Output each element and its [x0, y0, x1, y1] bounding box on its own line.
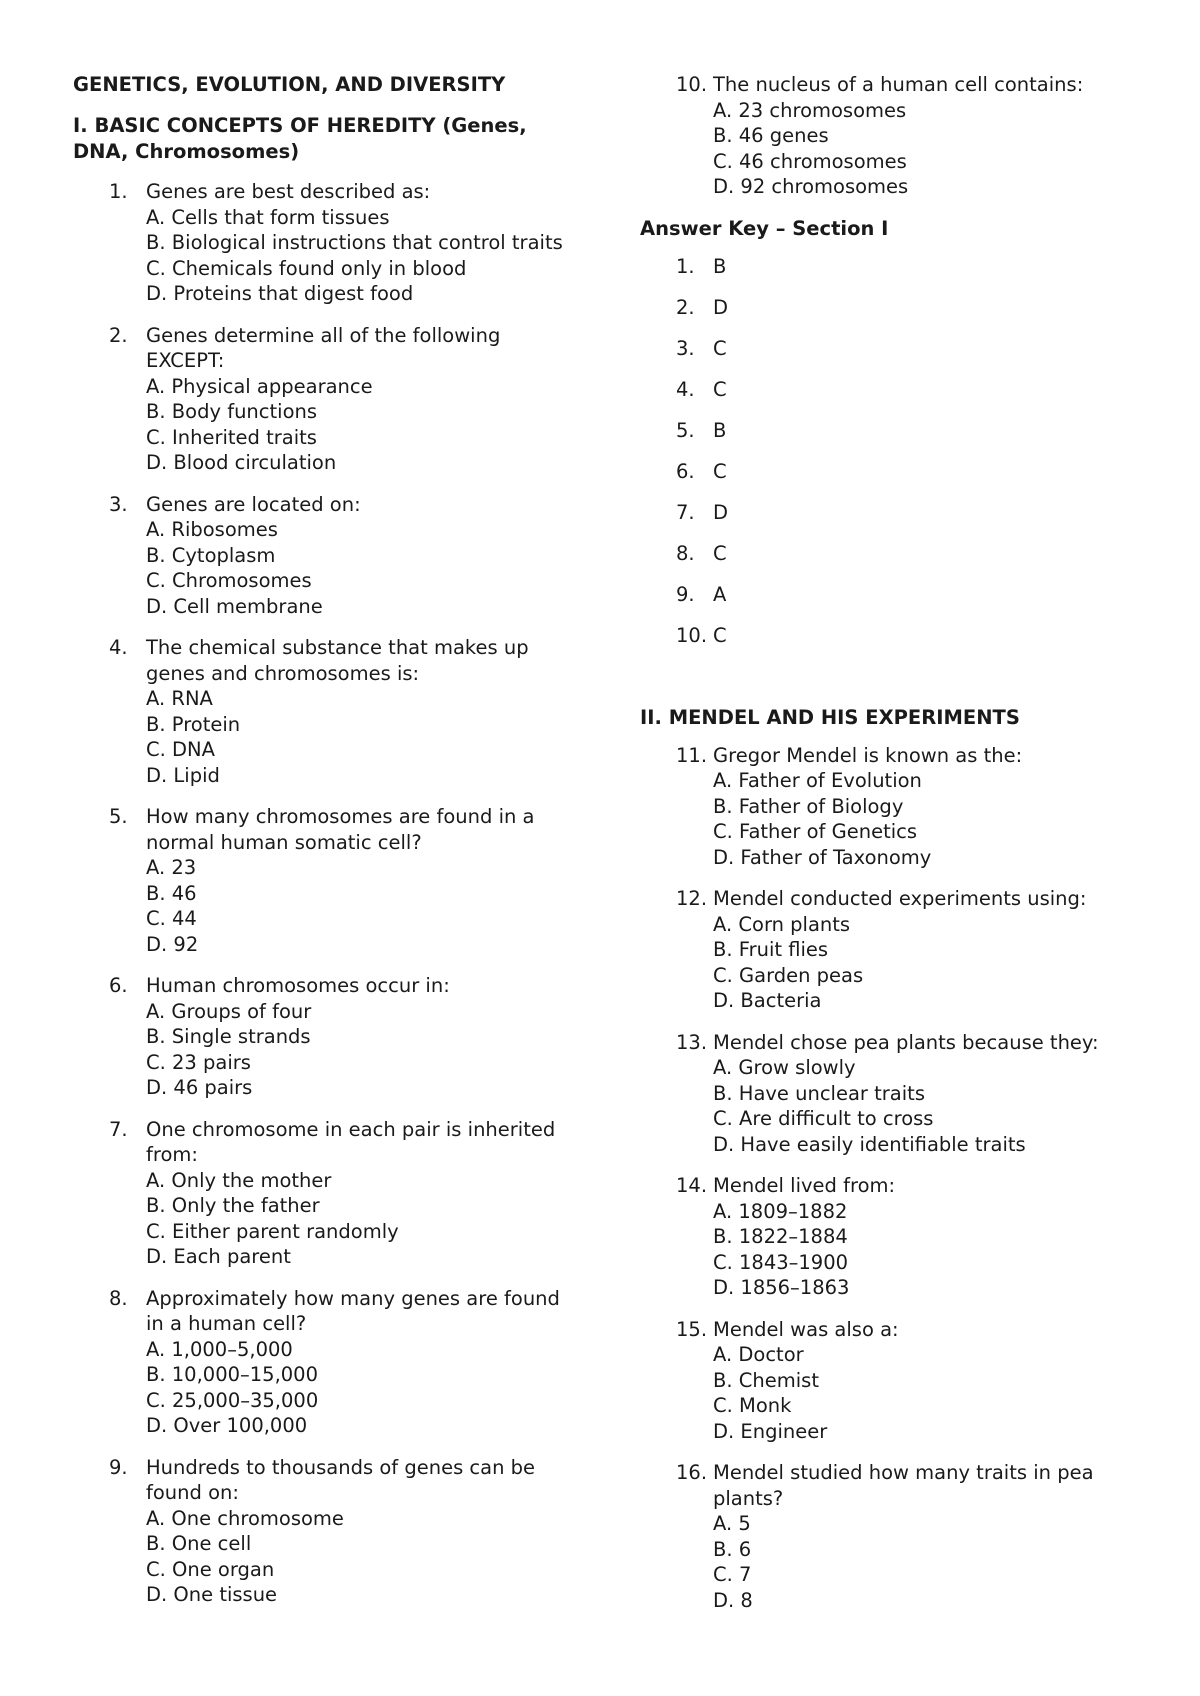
answer-key-number: 5. — [676, 418, 695, 442]
answer-option: D. One tissue — [146, 1583, 278, 1606]
answer-key-item — [640, 377, 1160, 402]
answer-option: C. Father of Genetics — [713, 820, 918, 843]
answer-option: A. RNA — [146, 687, 213, 710]
question-number: 15. — [676, 1317, 708, 1341]
answer-key-number: 8. — [676, 541, 695, 565]
question-text: Mendel was also a: — [713, 1317, 899, 1341]
answer-option: B. 46 genes — [713, 124, 829, 147]
answer-option: D. 1856–1863 — [713, 1276, 850, 1299]
answer-key-answer: C — [713, 336, 727, 360]
question-number: 1. — [109, 180, 128, 203]
question-item — [640, 886, 1160, 1014]
answer-option: B. 46 — [146, 881, 197, 905]
question-text: Mendel chose pea plants because they: — [713, 1030, 1099, 1054]
answer-key-item — [640, 295, 1160, 320]
answer-option: D. Bacteria — [713, 989, 822, 1012]
answer-option: A. Physical appearance — [146, 374, 373, 398]
answer-key-number: 6. — [676, 459, 695, 483]
question-number: 6. — [109, 974, 128, 997]
answer-option: A. 23 chromosomes — [713, 98, 907, 122]
answer-option: B. Father of Biology — [713, 794, 904, 818]
answer-option: C. Either parent randomly — [146, 1219, 399, 1243]
answer-option: B. Have unclear traits — [713, 1081, 925, 1105]
question-number: 8. — [109, 1286, 128, 1310]
answer-option: A. Cells that form tissues — [146, 205, 390, 229]
question-text: The chemical substance that makes up genes and chromosomes is: — [146, 636, 529, 685]
question-number: 12. — [676, 887, 708, 910]
question-text: Approximately how many genes are found in a human cell? — [146, 1286, 560, 1335]
question-text: Genes determine all of the following EXCEPT: — [146, 323, 501, 372]
answer-option: D. 8 — [713, 1588, 753, 1612]
answer-option: C. 7 — [713, 1563, 752, 1586]
document-title: GENETICS, EVOLUTION, AND DIVERSITY — [73, 73, 506, 96]
question-item — [73, 1117, 573, 1270]
question-item — [73, 492, 573, 620]
question-item — [640, 1030, 1160, 1158]
section-1-title: I. BASIC CONCEPTS OF HEREDITY (Genes, DNA, Chromosomes) — [73, 114, 527, 163]
answer-option: D. 92 — [146, 932, 199, 956]
answer-key-item — [640, 418, 1160, 443]
answer-key-answer: D — [713, 500, 729, 524]
question-text: How many chromosomes are found in a normal human somatic cell? — [146, 805, 535, 854]
question-item — [73, 1455, 573, 1608]
answer-option: D. Engineer — [713, 1419, 828, 1443]
section-1-questions-continued — [640, 72, 1160, 200]
question-number: 11. — [676, 743, 708, 767]
answer-option: D. Over 100,000 — [146, 1414, 308, 1437]
question-item — [640, 1460, 1160, 1613]
answer-option: C. 23 pairs — [146, 1050, 251, 1074]
answer-option: C. Inherited traits — [146, 425, 317, 449]
answer-option: C. 25,000–35,000 — [146, 1388, 319, 1412]
section-2-questions — [640, 743, 1160, 1614]
section-2-title: II. MENDEL AND HIS EXPERIMENTS — [640, 705, 1020, 729]
answer-option: A. Grow slowly — [713, 1056, 856, 1079]
answer-key-answer: A — [713, 582, 727, 606]
answer-option: D. Have easily identifiable traits — [713, 1132, 1026, 1156]
answer-option: A. Corn plants — [713, 912, 851, 936]
answer-option: A. 1809–1882 — [713, 1199, 848, 1223]
question-text: Mendel conducted experiments using: — [713, 887, 1087, 910]
answer-option: A. Ribosomes — [146, 518, 278, 541]
answer-key-item — [640, 336, 1160, 361]
answer-option: C. Monk — [713, 1394, 792, 1417]
question-text: The nucleus of a human cell contains: — [713, 73, 1084, 96]
right-column — [640, 72, 1160, 1629]
question-item — [73, 804, 573, 957]
answer-option: D. 92 chromosomes — [713, 175, 909, 198]
question-number: 16. — [676, 1461, 708, 1484]
answer-option: D. 46 pairs — [146, 1076, 253, 1099]
answer-option: A. One chromosome — [146, 1506, 344, 1530]
question-number: 2. — [109, 323, 128, 347]
answer-key-number: 4. — [676, 377, 695, 401]
answer-option: C. Chemicals found only in blood — [146, 256, 467, 280]
question-text: One chromosome in each pair is inherited from: — [146, 1117, 556, 1166]
answer-key-item — [640, 254, 1160, 279]
answer-option: C. DNA — [146, 738, 215, 761]
question-number: 13. — [676, 1030, 708, 1054]
question-item — [73, 1286, 573, 1439]
answer-option: A. 5 — [713, 1512, 751, 1535]
answer-option: A. Father of Evolution — [713, 769, 922, 792]
question-number: 9. — [109, 1455, 128, 1479]
answer-option: C. 44 — [146, 907, 197, 930]
answer-key-answer: B — [713, 418, 727, 442]
question-item — [640, 72, 1160, 200]
question-item — [640, 743, 1160, 871]
answer-key-answer: C — [713, 377, 727, 401]
answer-option: A. 23 — [146, 856, 197, 879]
question-item — [73, 323, 573, 476]
answer-key-number: 3. — [676, 336, 695, 360]
answer-option: B. Biological instructions that control traits — [146, 231, 563, 254]
answer-key-answer: B — [713, 254, 727, 278]
answer-key-answer: C — [713, 623, 727, 647]
answer-key-number: 9. — [676, 582, 695, 606]
answer-option: C. 46 chromosomes — [713, 149, 907, 173]
answer-option: D. Lipid — [146, 763, 220, 787]
section-1-questions — [73, 179, 573, 1608]
answer-option: A. Only the mother — [146, 1168, 332, 1192]
answer-key-item — [640, 459, 1160, 484]
question-text: Mendel lived from: — [713, 1174, 896, 1197]
answer-option: C. Garden peas — [713, 963, 864, 987]
answer-option: B. Cytoplasm — [146, 543, 276, 567]
question-item — [73, 973, 573, 1101]
answer-option: A. 1,000–5,000 — [146, 1337, 293, 1361]
answer-option: D. Proteins that digest food — [146, 282, 414, 305]
question-text: Genes are best described as: — [146, 180, 431, 203]
answer-option: B. 1822–1884 — [713, 1225, 848, 1248]
question-text: Genes are located on: — [146, 492, 361, 516]
answer-option: B. Only the father — [146, 1194, 320, 1217]
answer-option: A. Doctor — [713, 1343, 804, 1366]
answer-key-number: 10. — [676, 623, 708, 647]
answer-key-number: 7. — [676, 500, 695, 524]
question-number: 5. — [109, 805, 128, 828]
answer-option: B. One cell — [146, 1532, 252, 1555]
answer-key-title: Answer Key – Section I — [640, 216, 889, 240]
left-column — [73, 72, 573, 1624]
answer-key-answer: D — [713, 295, 729, 319]
question-number: 10. — [676, 73, 708, 96]
answer-option: D. Blood circulation — [146, 451, 337, 474]
answer-option: B. 6 — [713, 1537, 752, 1561]
answer-option: B. Chemist — [713, 1368, 819, 1392]
answer-key-item — [640, 541, 1160, 566]
answer-option: B. Single strands — [146, 1025, 311, 1048]
question-item — [640, 1173, 1160, 1301]
answer-option: C. 1843–1900 — [713, 1250, 849, 1274]
answer-key-list — [640, 254, 1160, 648]
question-text: Hundreds to thousands of genes can be found on: — [146, 1455, 536, 1504]
answer-option: C. Chromosomes — [146, 569, 312, 592]
answer-option: C. One organ — [146, 1557, 275, 1581]
answer-option: B. 10,000–15,000 — [146, 1363, 318, 1386]
question-number: 4. — [109, 636, 128, 659]
question-number: 3. — [109, 492, 128, 516]
question-number: 14. — [676, 1174, 708, 1197]
answer-option: D. Father of Taxonomy — [713, 845, 932, 869]
answer-option: B. Body functions — [146, 400, 318, 423]
answer-key-item — [640, 500, 1160, 525]
answer-key-answer: C — [713, 541, 727, 565]
question-number: 7. — [109, 1117, 128, 1141]
answer-key-item — [640, 582, 1160, 607]
answer-option: B. Protein — [146, 712, 241, 736]
answer-option: C. Are difficult to cross — [713, 1107, 934, 1130]
answer-option: D. Each parent — [146, 1245, 291, 1268]
answer-key-item — [640, 623, 1160, 648]
answer-key-answer: C — [713, 459, 727, 483]
question-text: Gregor Mendel is known as the: — [713, 743, 1023, 767]
question-item — [640, 1317, 1160, 1445]
question-item — [73, 179, 573, 307]
question-text: Human chromosomes occur in: — [146, 974, 450, 997]
question-text: Mendel studied how many traits in pea plants? — [713, 1461, 1094, 1510]
answer-option: A. Groups of four — [146, 999, 312, 1023]
answer-key-number: 1. — [676, 254, 695, 278]
answer-option: B. Fruit flies — [713, 938, 829, 961]
question-item — [73, 635, 573, 788]
answer-key-number: 2. — [676, 295, 695, 319]
answer-option: D. Cell membrane — [146, 594, 323, 618]
